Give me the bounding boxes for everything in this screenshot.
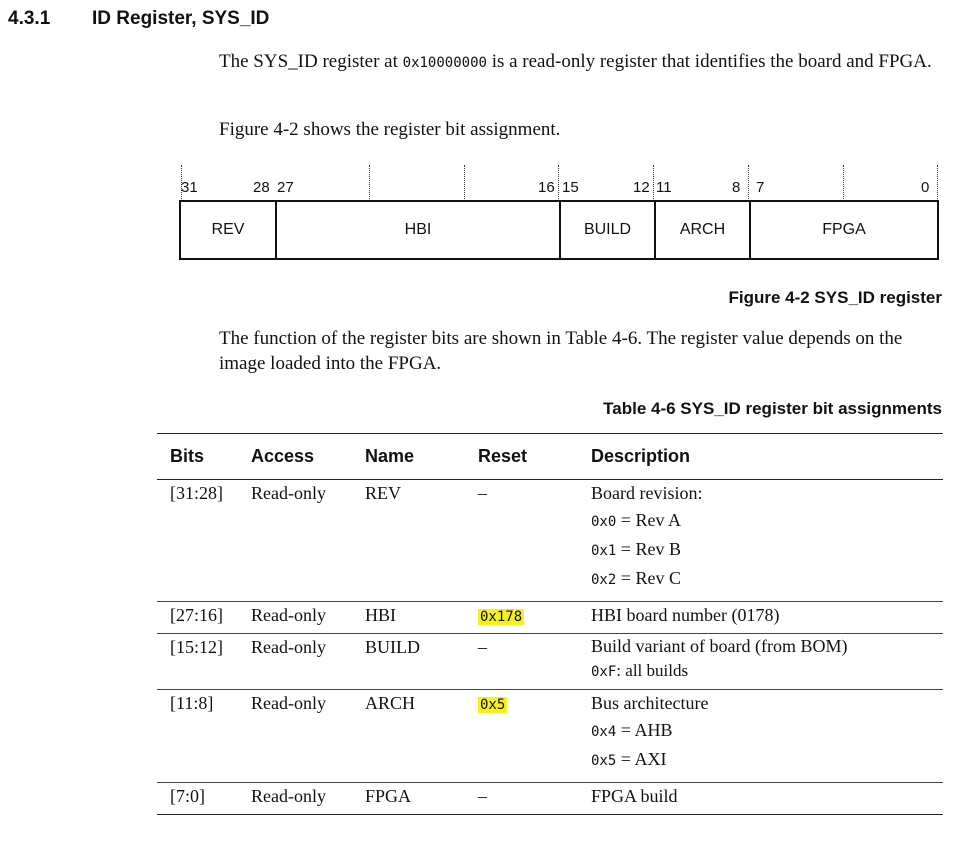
table-header-row: [157, 434, 943, 480]
field-fpga: FPGA: [822, 221, 866, 238]
table-caption: Table 4-6 SYS_ID register bit assignments: [603, 399, 942, 418]
cell-access: Read-only: [251, 786, 326, 806]
table-row: [157, 634, 943, 690]
value-code: 0x0: [591, 514, 617, 530]
cell-access: Read-only: [251, 693, 326, 713]
bit-number: 27: [277, 179, 294, 196]
header-description: Description: [591, 446, 691, 466]
value-code: 0x2: [591, 572, 617, 588]
section-number: 4.3.1: [8, 8, 51, 29]
table-row: [157, 690, 943, 783]
cell-reset: [478, 602, 591, 634]
cell-name: FPGA: [365, 786, 412, 806]
cell-description: HBI board number (0178): [591, 605, 780, 625]
bit-number: 7: [756, 179, 765, 196]
desc-text: Bus architecture: [591, 693, 709, 713]
bit-number: 0: [921, 179, 930, 196]
cell-reset: –: [478, 637, 487, 657]
tick: [843, 165, 844, 199]
value-code: 0x4: [591, 724, 617, 740]
desc-text: Build variant of board (from BOM): [591, 636, 848, 656]
bit-number: 12: [633, 179, 650, 196]
table-row: [157, 783, 943, 815]
value-text: = Rev A: [616, 510, 681, 530]
intro-text-after: is a read-only register that identifies the board and FPGA.: [486, 51, 932, 72]
header-reset: Reset: [478, 446, 528, 466]
desc-value: [591, 659, 943, 683]
tick: [558, 165, 559, 199]
desc-text: Board revision:: [591, 483, 703, 503]
cell-access: Read-only: [251, 483, 326, 503]
cell-access: Read-only: [251, 637, 326, 657]
reset-highlight: 0x178: [480, 609, 523, 625]
cell-bits: [27:16]: [170, 605, 223, 625]
desc-value: [591, 565, 943, 594]
cell-description: [591, 480, 943, 602]
bit-number: 11: [656, 179, 672, 196]
value-text: = Rev B: [616, 539, 681, 559]
bit-number: 31: [181, 179, 198, 196]
field-hbi: HBI: [277, 202, 561, 258]
cell-description: [591, 690, 943, 783]
cell-description: [591, 634, 943, 690]
field-rev: REV: [181, 202, 277, 258]
table-row: [157, 480, 943, 602]
value-text: = Rev C: [616, 568, 681, 588]
section-title: ID Register, SYS_ID: [92, 8, 270, 29]
tick: [464, 165, 465, 199]
cell-bits: [31:28]: [170, 483, 223, 503]
figure-caption: Figure 4-2 SYS_ID register: [728, 288, 942, 307]
bit-number: 16: [538, 179, 555, 196]
tick: [369, 165, 370, 199]
cell-description: FPGA build: [591, 786, 678, 806]
cell-name: REV: [365, 483, 401, 503]
cell-reset: –: [478, 786, 487, 806]
tick: [748, 165, 749, 199]
register-box: [179, 200, 939, 260]
cell-name: HBI: [365, 605, 396, 625]
intro-paragraph: [219, 49, 949, 76]
tick: [653, 165, 654, 199]
cell-reset: –: [478, 483, 487, 503]
bit-assignment-table: [157, 433, 943, 815]
value-code: 0xF: [591, 664, 617, 680]
cell-bits: [15:12]: [170, 637, 223, 657]
field-build: BUILD: [561, 202, 656, 258]
intro-text-before: The SYS_ID register at: [219, 51, 403, 72]
header-bits: Bits: [170, 446, 205, 466]
table-row: [157, 602, 943, 634]
register-address: 0x10000000: [402, 55, 487, 71]
cell-reset: [478, 690, 591, 783]
value-text: : all builds: [616, 661, 689, 680]
value-code: 0x5: [591, 753, 617, 769]
desc-value: [591, 507, 943, 536]
header-name: Name: [365, 446, 415, 466]
tick: [937, 165, 938, 199]
cell-name: ARCH: [365, 693, 416, 713]
cell-name: BUILD: [365, 637, 420, 657]
desc-value: [591, 746, 943, 775]
field-arch: ARCH: [656, 202, 751, 258]
header-access: Access: [251, 446, 315, 466]
value-text: = AHB: [616, 720, 673, 740]
figure-reference: Figure 4-2 shows the register bit assignment.: [219, 119, 561, 140]
value-text: = AXI: [616, 749, 667, 769]
cell-bits: [7:0]: [170, 786, 205, 806]
desc-value: [591, 536, 943, 565]
desc-value: [591, 717, 943, 746]
value-code: 0x1: [591, 543, 617, 559]
cell-access: Read-only: [251, 605, 326, 625]
bit-number: 15: [562, 179, 579, 196]
bit-number: 8: [732, 179, 741, 196]
bit-number: 28: [253, 179, 270, 196]
reset-highlight: 0x5: [480, 697, 506, 713]
function-paragraph: The function of the register bits are shown in Table 4-6. The register value depends on the image loaded into the FPGA.: [219, 328, 903, 374]
cell-bits: [11:8]: [170, 693, 214, 713]
